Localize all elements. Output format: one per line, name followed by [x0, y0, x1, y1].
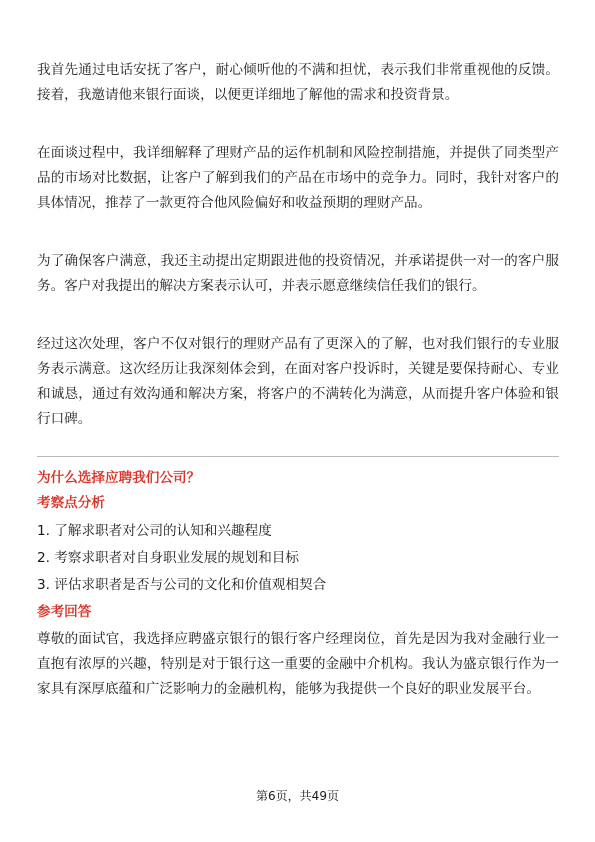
question-title: 为什么选择应聘我们公司？ — [37, 470, 201, 486]
paragraph-phone-followup: 我首先通过电话安抚了客户，耐心倾听他的不满和担忧，表示我们非常重视他的反馈。接着，我邀请他来银行面谈，以便更详细地了解他的需求和投资背景。 — [37, 62, 559, 103]
list-item: 2. 考察求职者对自身职业发展的规划和目标 — [37, 550, 299, 566]
paragraph-meeting-explanation: 在面谈过程中，我详细解释了理财产品的运作机制和风险控制措施，并提供了同类型产品的市场对比数据，让客户了解到我们的产品在市场中的竞争力。同时，我针对客户的具体情况，推荐了一款更符合他风险偏好和收益预期的理财产品。 — [37, 145, 559, 211]
document-body — [37, 58, 559, 702]
list-item: 3. 评估求职者是否与公司的文化和价值观相契合 — [37, 577, 327, 593]
list-item: 1. 了解求职者对公司的认知和兴趣程度 — [37, 523, 272, 539]
reference-answer: 尊敬的面试官，我选择应聘盛京银行的银行客户经理岗位，首先是因为我对金融行业一直抱有浓厚的兴趣，特别是对于银行这一重要的金融中介机构。我认为盛京银行作为一家具有深厚底蕴和广泛影响力的金融机构，能够为我提供一个良好的职业发展平台。 — [37, 631, 559, 697]
reference-heading: 参考回答 — [37, 604, 92, 620]
page-number: 第6页，共49页 — [256, 789, 339, 803]
analysis-list — [37, 518, 559, 599]
paragraph-conclusion: 经过这次处理，客户不仅对银行的理财产品有了更深入的了解，也对我们银行的专业服务表示满意。这次经历让我深刻体会到，在面对客户投诉时，关键是要保持耐心、专业和诚恳，通过有效沟通和解决方案，将客户的不满转化为满意，从而提升客户体验和银行口碑。 — [37, 336, 559, 427]
section-divider — [37, 456, 559, 457]
analysis-heading: 考察点分析 — [37, 495, 105, 511]
paragraph-customer-commitment: 为了确保客户满意，我还主动提出定期跟进他的投资情况，并承诺提供一对一的客户服务。客户对我提出的解决方案表示认可，并表示愿意继续信任我们的银行。 — [37, 253, 559, 294]
